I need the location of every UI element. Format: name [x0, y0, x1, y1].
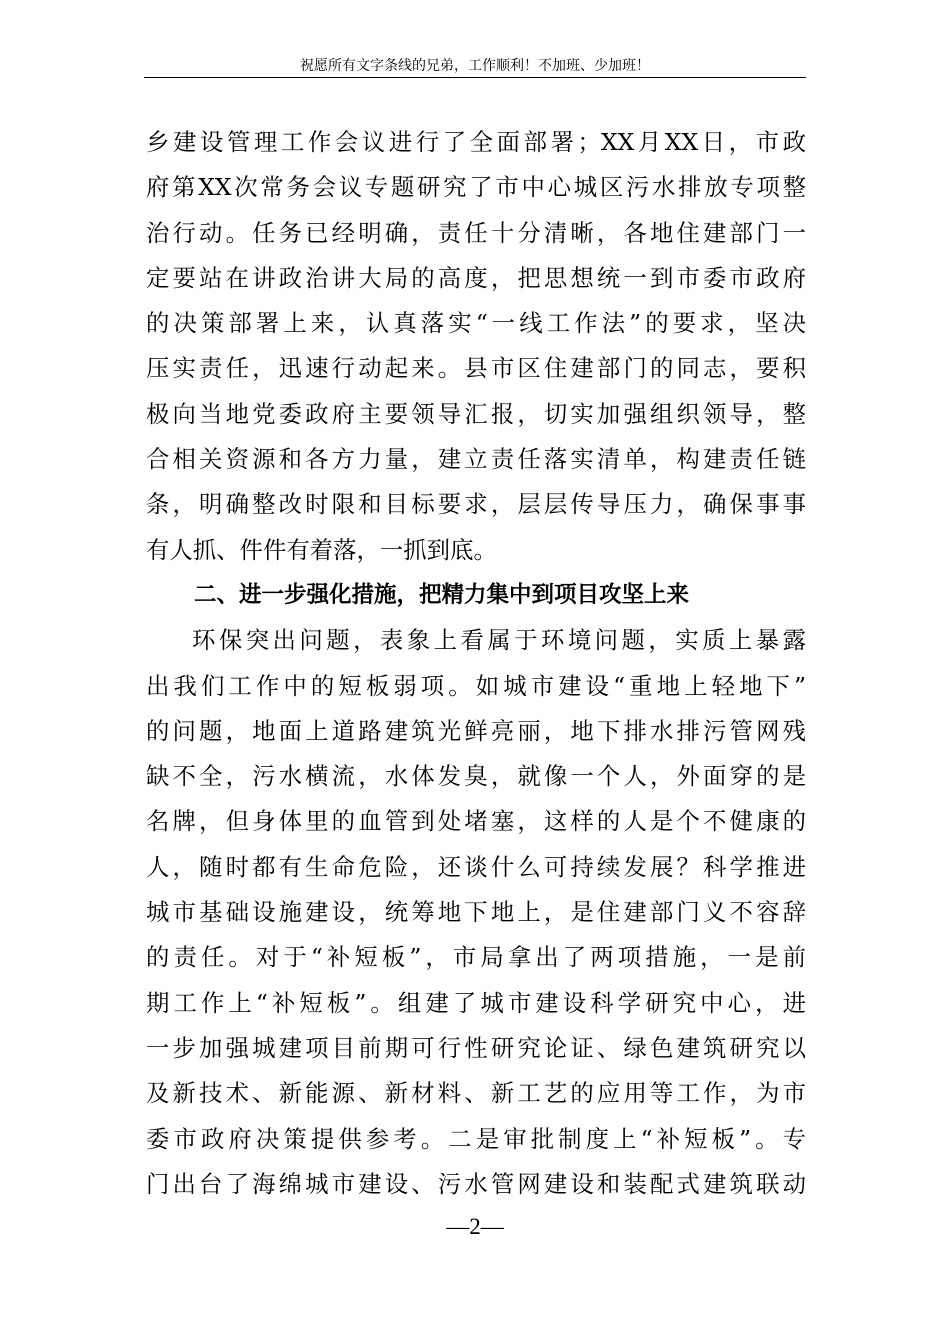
- text-line: 府第XX次常务会议专题研究了市中心城区污水排放专项整: [146, 173, 806, 202]
- text-line: 的决策部署上来，认真落实“一线工作法”的要求，坚决: [146, 309, 806, 338]
- text-line: 门出台了海绵城市建设、污水管网建设和装配式建筑联动: [146, 1169, 806, 1198]
- section-heading: 二、进一步强化措施，把精力集中到项目攻坚上来: [194, 581, 690, 608]
- text-line: 及新技术、新能源、新材料、新工艺的应用等工作，为市: [146, 1079, 806, 1108]
- text-line: 城市基础设施建设，统筹地下地上，是住建部门义不容辞: [146, 898, 806, 927]
- page-number: —2—: [446, 1214, 504, 1239]
- header-divider: [144, 77, 806, 78]
- text-line: 的责任。对于“补短板”，市局拿出了两项措施，一是前: [146, 943, 806, 972]
- paragraph-continuation: [146, 120, 806, 573]
- text-line: 有人抓、件件有着落，一抓到底。: [146, 535, 497, 564]
- paragraph-section-2: [146, 618, 806, 1207]
- text-line: 乡建设管理工作会议进行了全面部署；XX月XX日，市政: [146, 128, 806, 156]
- text-line: 出我们工作中的短板弱项。如城市建设“重地上轻地下”: [146, 671, 806, 700]
- text-line: 条，明确整改时限和目标要求，层层传导压力，确保事事: [146, 490, 806, 519]
- text-line: 极向当地党委政府主要领导汇报，切实加强组织领导，整: [146, 399, 806, 428]
- text-line: 合相关资源和各方力量，建立责任落实清单，构建责任链: [146, 445, 806, 474]
- text-line: 期工作上“补短板”。组建了城市建设科学研究中心，进: [146, 988, 806, 1017]
- text-line: 人，随时都有生命危险，还谈什么可持续发展？科学推进: [146, 852, 806, 881]
- text-line: 委市政府决策提供参考。二是审批制度上“补短板”。专: [146, 1124, 806, 1153]
- text-line: 缺不全，污水横流，水体发臭，就像一个人，外面穿的是: [146, 762, 806, 791]
- page-header-text: 祝愿所有文字条线的兄弟，工作顺利！不加班、少加班！: [300, 58, 650, 74]
- text-line: 的问题，地面上道路建筑光鲜亮丽，地下排水排污管网残: [146, 716, 806, 745]
- text-line: 环保突出问题，表象上看属于环境问题，实质上暴露: [192, 626, 806, 655]
- document-body: [146, 120, 806, 1207]
- text-line: 定要站在讲政治讲大局的高度，把思想统一到市委市政府: [146, 263, 806, 292]
- text-line: 压实责任，迅速行动起来。县市区住建部门的同志，要积: [146, 354, 806, 383]
- text-line: 治行动。任务已经明确，责任十分清晰，各地住建部门一: [146, 218, 806, 247]
- text-line: 名牌，但身体里的血管到处堵塞，这样的人是个不健康的: [146, 807, 806, 836]
- text-line: 一步加强城建项目前期可行性研究论证、绿色建筑研究以: [146, 1033, 806, 1062]
